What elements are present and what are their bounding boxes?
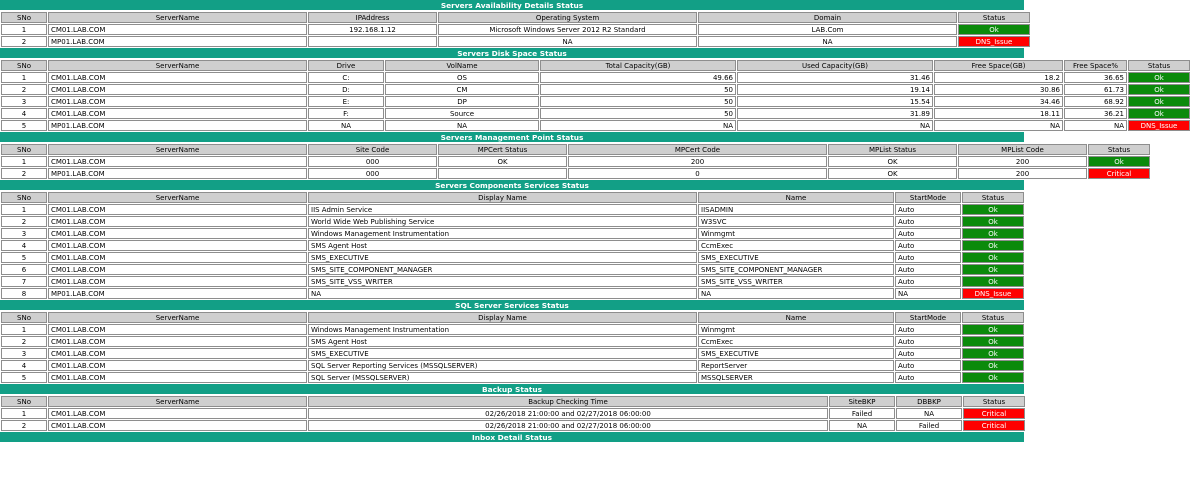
table-cell: Auto bbox=[895, 228, 961, 239]
column-header: ServerName bbox=[48, 396, 307, 407]
table-cell: Windows Management Instrumentation bbox=[308, 324, 697, 335]
table-cell: Auto bbox=[895, 264, 961, 275]
table-row bbox=[1, 228, 1024, 239]
table-cell: 5 bbox=[1, 252, 47, 263]
column-header: SiteBKP bbox=[829, 396, 895, 407]
status-badge: Ok bbox=[962, 276, 1024, 287]
table-cell: 1 bbox=[1, 408, 47, 419]
table-header-row bbox=[1, 60, 1190, 71]
table-cell: W3SVC bbox=[698, 216, 894, 227]
table-cell: Auto bbox=[895, 372, 961, 383]
table-cell: CM01.LAB.COM bbox=[48, 240, 307, 251]
status-badge: Ok bbox=[962, 204, 1024, 215]
column-header: Backup Checking Time bbox=[308, 396, 828, 407]
table-cell: MP01.LAB.COM bbox=[48, 288, 307, 299]
table-cell: Auto bbox=[895, 276, 961, 287]
table-cell: SMS Agent Host bbox=[308, 240, 697, 251]
status-badge: Ok bbox=[962, 240, 1024, 251]
table-cell: 200 bbox=[568, 156, 827, 167]
column-header: MPCert Status bbox=[438, 144, 567, 155]
table-cell bbox=[438, 168, 567, 179]
table-row bbox=[1, 240, 1024, 251]
table-cell: CM01.LAB.COM bbox=[48, 408, 307, 419]
column-header: Domain bbox=[698, 12, 957, 23]
table-cell: CM01.LAB.COM bbox=[48, 156, 307, 167]
table-cell: CM01.LAB.COM bbox=[48, 24, 307, 35]
section-title-availability: Servers Availability Details Status bbox=[0, 0, 1024, 11]
column-header: ServerName bbox=[48, 60, 307, 71]
table-cell: World Wide Web Publishing Service bbox=[308, 216, 697, 227]
table-cell: CcmExec bbox=[698, 240, 894, 251]
status-badge: Ok bbox=[962, 252, 1024, 263]
table-cell: 30.86 bbox=[934, 84, 1063, 95]
table-cell: Auto bbox=[895, 336, 961, 347]
column-header: MPList Status bbox=[828, 144, 957, 155]
table-row bbox=[1, 420, 1025, 431]
table-cell: IIS Admin Service bbox=[308, 204, 697, 215]
table-mp bbox=[0, 143, 1151, 180]
status-badge: Ok bbox=[962, 348, 1024, 359]
table-cell: CM01.LAB.COM bbox=[48, 336, 307, 347]
column-header: ServerName bbox=[48, 12, 307, 23]
table-cell: NA bbox=[896, 408, 962, 419]
table-cell: MSSQLSERVER bbox=[698, 372, 894, 383]
status-badge: Ok bbox=[962, 324, 1024, 335]
table-cell: Windows Management Instrumentation bbox=[308, 228, 697, 239]
table-cell: NA bbox=[698, 288, 894, 299]
table-cell: MP01.LAB.COM bbox=[48, 120, 307, 131]
table-cell: 1 bbox=[1, 24, 47, 35]
table-cell: CM01.LAB.COM bbox=[48, 420, 307, 431]
table-cell: NA bbox=[438, 36, 697, 47]
column-header: SNo bbox=[1, 192, 47, 203]
table-cell: NA bbox=[737, 120, 933, 131]
section-title-mp: Servers Management Point Status bbox=[0, 132, 1024, 143]
table-cell: 0 bbox=[568, 168, 827, 179]
table-cell: DP bbox=[385, 96, 539, 107]
table-cell: NA bbox=[385, 120, 539, 131]
column-header: Status bbox=[962, 192, 1024, 203]
table-cell: Winmgmt bbox=[698, 228, 894, 239]
table-cell: OK bbox=[438, 156, 567, 167]
status-badge: Critical bbox=[1088, 168, 1150, 179]
table-cell: 5 bbox=[1, 120, 47, 131]
column-header: SNo bbox=[1, 312, 47, 323]
table-disk bbox=[0, 59, 1191, 132]
column-header: IPAddress bbox=[308, 12, 437, 23]
table-cell: Auto bbox=[895, 348, 961, 359]
table-cell: CM01.LAB.COM bbox=[48, 276, 307, 287]
table-cell: NA bbox=[934, 120, 1063, 131]
table-cell: OK bbox=[828, 168, 957, 179]
table-cell: CM01.LAB.COM bbox=[48, 252, 307, 263]
table-cell: 4 bbox=[1, 108, 47, 119]
table-row bbox=[1, 336, 1024, 347]
table-cell: 1 bbox=[1, 204, 47, 215]
table-cell: SMS Agent Host bbox=[308, 336, 697, 347]
column-header: Used Capacity(GB) bbox=[737, 60, 933, 71]
table-cell: NA bbox=[308, 120, 384, 131]
status-badge: DNS_Issue bbox=[958, 36, 1030, 47]
status-badge: Ok bbox=[1128, 108, 1190, 119]
table-cell: CM01.LAB.COM bbox=[48, 108, 307, 119]
table-cell: 31.89 bbox=[737, 108, 933, 119]
column-header: SNo bbox=[1, 12, 47, 23]
table-cell: 02/26/2018 21:00:00 and 02/27/2018 06:00:00 bbox=[308, 420, 828, 431]
table-cell: 000 bbox=[308, 156, 437, 167]
table-cell: Auto bbox=[895, 240, 961, 251]
table-cell: Auto bbox=[895, 252, 961, 263]
table-cell: 8 bbox=[1, 288, 47, 299]
table-row bbox=[1, 324, 1024, 335]
table-cell: D: bbox=[308, 84, 384, 95]
table-cell: 4 bbox=[1, 360, 47, 371]
column-header: Drive bbox=[308, 60, 384, 71]
table-cell: 6 bbox=[1, 264, 47, 275]
column-header: SNo bbox=[1, 396, 47, 407]
table-row bbox=[1, 24, 1030, 35]
status-badge: Ok bbox=[1128, 72, 1190, 83]
table-row bbox=[1, 204, 1024, 215]
table-row bbox=[1, 360, 1024, 371]
table-cell: SMS_EXECUTIVE bbox=[308, 252, 697, 263]
column-header: Display Name bbox=[308, 312, 697, 323]
table-cell: 3 bbox=[1, 96, 47, 107]
section-title-sql: SQL Server Services Status bbox=[0, 300, 1024, 311]
status-badge: Ok bbox=[962, 228, 1024, 239]
table-backup bbox=[0, 395, 1026, 432]
column-header: Status bbox=[958, 12, 1030, 23]
table-cell: 50 bbox=[540, 108, 736, 119]
column-header: MPCert Code bbox=[568, 144, 827, 155]
table-cell: 68.92 bbox=[1064, 96, 1127, 107]
column-header: DBBKP bbox=[896, 396, 962, 407]
table-row bbox=[1, 84, 1190, 95]
section-title-inbox: Inbox Detail Status bbox=[0, 432, 1024, 443]
column-header: StartMode bbox=[895, 192, 961, 203]
status-badge: Critical bbox=[963, 420, 1025, 431]
table-row bbox=[1, 276, 1024, 287]
table-cell: IISADMIN bbox=[698, 204, 894, 215]
table-cell: NA bbox=[308, 288, 697, 299]
status-badge: Ok bbox=[1128, 84, 1190, 95]
table-cell: CM01.LAB.COM bbox=[48, 360, 307, 371]
table-cell: 2 bbox=[1, 36, 47, 47]
table-cell: SQL Server (MSSQLSERVER) bbox=[308, 372, 697, 383]
table-cell: 7 bbox=[1, 276, 47, 287]
table-cell: NA bbox=[1064, 120, 1127, 131]
table-cell: SMS_SITE_COMPONENT_MANAGER bbox=[308, 264, 697, 275]
column-header: Display Name bbox=[308, 192, 697, 203]
table-cell: ReportServer bbox=[698, 360, 894, 371]
table-cell: NA bbox=[698, 36, 957, 47]
table-cell: CM01.LAB.COM bbox=[48, 348, 307, 359]
table-cell: Auto bbox=[895, 360, 961, 371]
table-cell: CM01.LAB.COM bbox=[48, 264, 307, 275]
table-sql bbox=[0, 311, 1025, 384]
column-header: Name bbox=[698, 192, 894, 203]
table-cell: 18.11 bbox=[934, 108, 1063, 119]
column-header: Status bbox=[1088, 144, 1150, 155]
status-badge: Ok bbox=[1088, 156, 1150, 167]
table-cell: SMS_SITE_VSS_WRITER bbox=[308, 276, 697, 287]
table-row bbox=[1, 288, 1024, 299]
table-cell: 02/26/2018 21:00:00 and 02/27/2018 06:00:00 bbox=[308, 408, 828, 419]
table-header-row bbox=[1, 396, 1025, 407]
status-badge: Ok bbox=[962, 372, 1024, 383]
status-badge: Ok bbox=[962, 216, 1024, 227]
table-row bbox=[1, 156, 1150, 167]
table-cell: SQL Server Reporting Services (MSSQLSERVER) bbox=[308, 360, 697, 371]
table-cell: NA bbox=[829, 420, 895, 431]
table-cell: CcmExec bbox=[698, 336, 894, 347]
table-row bbox=[1, 72, 1190, 83]
table-cell: 2 bbox=[1, 216, 47, 227]
table-cell: 18.2 bbox=[934, 72, 1063, 83]
table-cell: MP01.LAB.COM bbox=[48, 168, 307, 179]
table-cell: 50 bbox=[540, 96, 736, 107]
table-cell: E: bbox=[308, 96, 384, 107]
table-cell: 1 bbox=[1, 324, 47, 335]
table-cell: LAB.Com bbox=[698, 24, 957, 35]
table-cell: F: bbox=[308, 108, 384, 119]
table-cell: 5 bbox=[1, 372, 47, 383]
table-row bbox=[1, 36, 1030, 47]
table-cell: 000 bbox=[308, 168, 437, 179]
table-cell: SMS_SITE_COMPONENT_MANAGER bbox=[698, 264, 894, 275]
table-cell: Auto bbox=[895, 204, 961, 215]
table-header-row bbox=[1, 12, 1030, 23]
table-cell: MP01.LAB.COM bbox=[48, 36, 307, 47]
status-badge: Ok bbox=[1128, 96, 1190, 107]
table-row bbox=[1, 372, 1024, 383]
section-title-backup: Backup Status bbox=[0, 384, 1024, 395]
table-cell: CM01.LAB.COM bbox=[48, 204, 307, 215]
table-cell: SMS_SITE_VSS_WRITER bbox=[698, 276, 894, 287]
table-cell: 1 bbox=[1, 72, 47, 83]
table-cell: 2 bbox=[1, 336, 47, 347]
status-badge: DNS_Issue bbox=[962, 288, 1024, 299]
table-cell bbox=[308, 36, 437, 47]
column-header: Status bbox=[1128, 60, 1190, 71]
column-header: StartMode bbox=[895, 312, 961, 323]
table-cell: 36.65 bbox=[1064, 72, 1127, 83]
column-header: VolName bbox=[385, 60, 539, 71]
column-header: ServerName bbox=[48, 192, 307, 203]
table-row bbox=[1, 168, 1150, 179]
table-row bbox=[1, 348, 1024, 359]
section-title-components: Servers Components Services Status bbox=[0, 180, 1024, 191]
table-header-row bbox=[1, 312, 1024, 323]
status-badge: Ok bbox=[958, 24, 1030, 35]
column-header: Site Code bbox=[308, 144, 437, 155]
table-header-row bbox=[1, 144, 1150, 155]
table-cell: Source bbox=[385, 108, 539, 119]
table-cell: 19.14 bbox=[737, 84, 933, 95]
table-cell: CM01.LAB.COM bbox=[48, 324, 307, 335]
table-cell: 2 bbox=[1, 168, 47, 179]
table-header-row bbox=[1, 192, 1024, 203]
table-cell: 61.73 bbox=[1064, 84, 1127, 95]
table-cell: 31.46 bbox=[737, 72, 933, 83]
status-badge: Ok bbox=[962, 360, 1024, 371]
table-cell: 1 bbox=[1, 156, 47, 167]
table-cell: Winmgmt bbox=[698, 324, 894, 335]
table-cell: 49.66 bbox=[540, 72, 736, 83]
table-cell: CM bbox=[385, 84, 539, 95]
table-cell: CM01.LAB.COM bbox=[48, 216, 307, 227]
column-header: ServerName bbox=[48, 144, 307, 155]
column-header: Status bbox=[963, 396, 1025, 407]
column-header: MPList Code bbox=[958, 144, 1087, 155]
table-cell: C: bbox=[308, 72, 384, 83]
table-cell: OS bbox=[385, 72, 539, 83]
table-cell: 200 bbox=[958, 168, 1087, 179]
table-row bbox=[1, 216, 1024, 227]
table-cell: Failed bbox=[896, 420, 962, 431]
column-header: ServerName bbox=[48, 312, 307, 323]
table-row bbox=[1, 120, 1190, 131]
column-header: Name bbox=[698, 312, 894, 323]
column-header: Free Space% bbox=[1064, 60, 1127, 71]
table-cell: CM01.LAB.COM bbox=[48, 84, 307, 95]
table-cell: Auto bbox=[895, 216, 961, 227]
status-badge: Critical bbox=[963, 408, 1025, 419]
status-badge: Ok bbox=[962, 336, 1024, 347]
table-cell: 50 bbox=[540, 84, 736, 95]
table-row bbox=[1, 96, 1190, 107]
table-cell: Microsoft Windows Server 2012 R2 Standard bbox=[438, 24, 697, 35]
table-cell: 192.168.1.12 bbox=[308, 24, 437, 35]
table-cell: 36.21 bbox=[1064, 108, 1127, 119]
column-header: SNo bbox=[1, 60, 47, 71]
table-cell: 4 bbox=[1, 240, 47, 251]
table-availability bbox=[0, 11, 1031, 48]
table-cell: 3 bbox=[1, 228, 47, 239]
table-row bbox=[1, 108, 1190, 119]
table-cell: Auto bbox=[895, 324, 961, 335]
table-cell: 200 bbox=[958, 156, 1087, 167]
table-cell: CM01.LAB.COM bbox=[48, 72, 307, 83]
table-row bbox=[1, 252, 1024, 263]
table-cell: CM01.LAB.COM bbox=[48, 228, 307, 239]
table-cell: NA bbox=[895, 288, 961, 299]
table-cell: 2 bbox=[1, 420, 47, 431]
table-components bbox=[0, 191, 1025, 300]
column-header: Status bbox=[962, 312, 1024, 323]
table-cell: SMS_EXECUTIVE bbox=[698, 348, 894, 359]
table-cell: 15.54 bbox=[737, 96, 933, 107]
table-cell: CM01.LAB.COM bbox=[48, 96, 307, 107]
table-cell: 3 bbox=[1, 348, 47, 359]
table-cell: 2 bbox=[1, 84, 47, 95]
column-header: Operating System bbox=[438, 12, 697, 23]
table-row bbox=[1, 408, 1025, 419]
table-cell: SMS_EXECUTIVE bbox=[698, 252, 894, 263]
section-title-disk: Servers Disk Space Status bbox=[0, 48, 1024, 59]
status-badge: Ok bbox=[962, 264, 1024, 275]
column-header: Total Capacity(GB) bbox=[540, 60, 736, 71]
table-cell: OK bbox=[828, 156, 957, 167]
table-cell: NA bbox=[540, 120, 736, 131]
table-cell: Failed bbox=[829, 408, 895, 419]
table-cell: 34.46 bbox=[934, 96, 1063, 107]
status-badge: DNS_Issue bbox=[1128, 120, 1190, 131]
table-cell: CM01.LAB.COM bbox=[48, 372, 307, 383]
column-header: Free Space(GB) bbox=[934, 60, 1063, 71]
table-cell: SMS_EXECUTIVE bbox=[308, 348, 697, 359]
table-row bbox=[1, 264, 1024, 275]
column-header: SNo bbox=[1, 144, 47, 155]
